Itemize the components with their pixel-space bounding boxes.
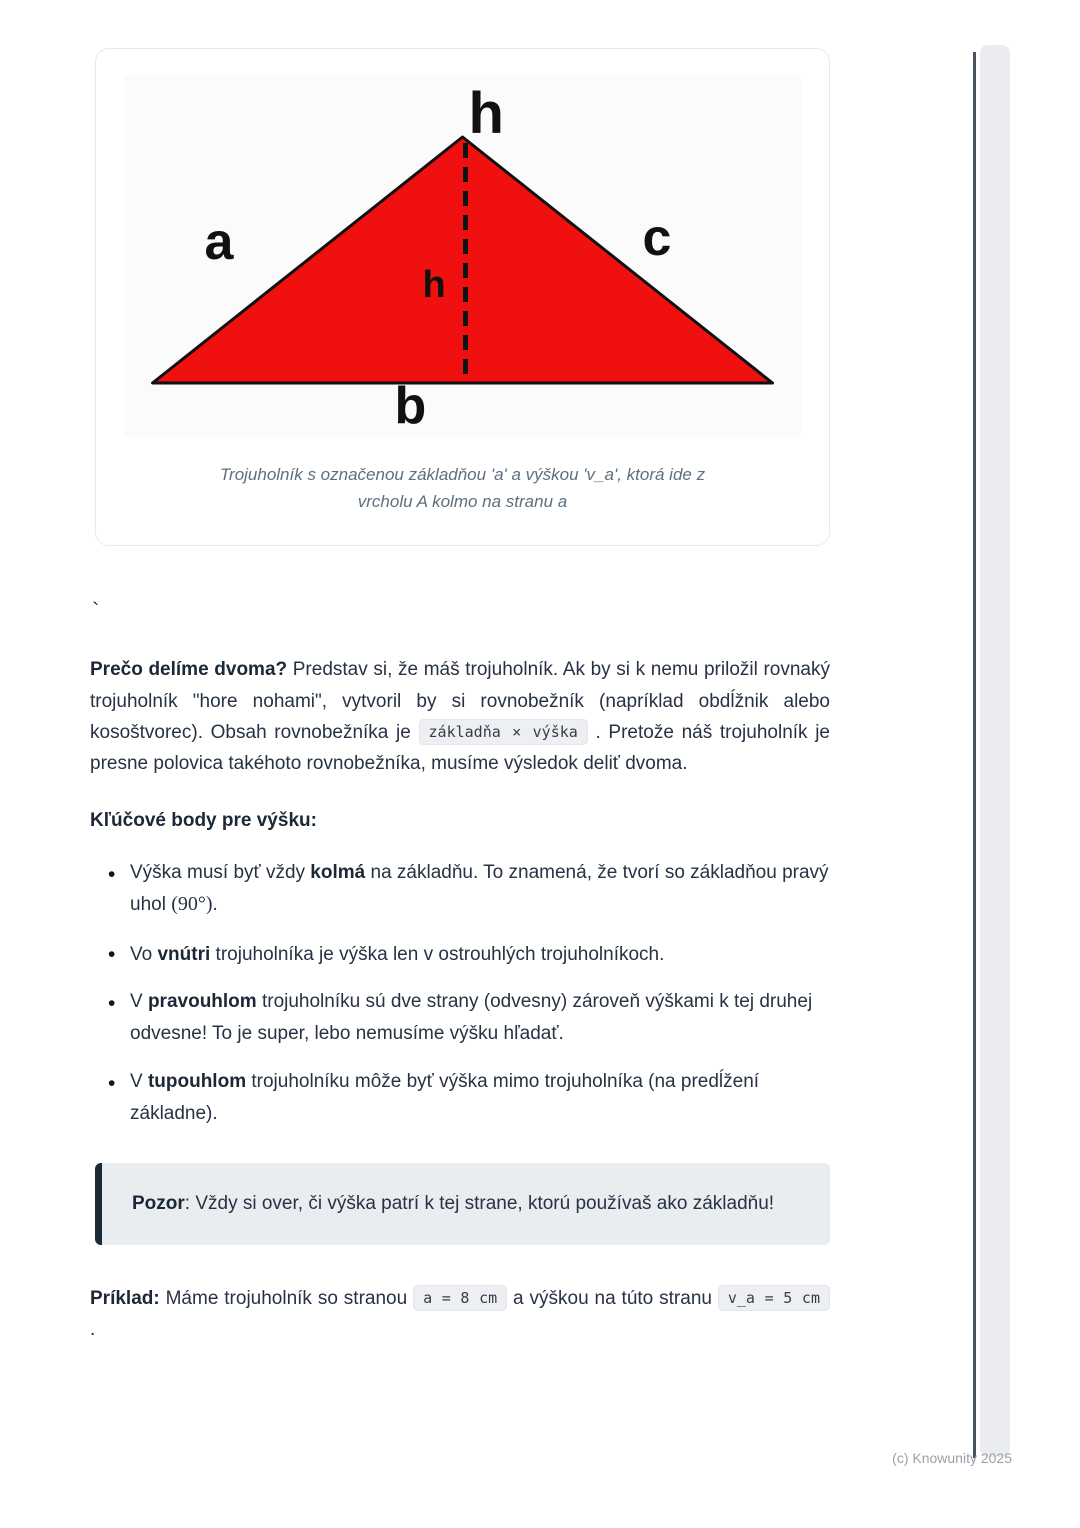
figure-caption (124, 461, 801, 515)
scrollbar-track[interactable] (980, 45, 1010, 1457)
label-height-h: h (422, 264, 446, 306)
callout-lead-bold: Pozor (132, 1193, 185, 1215)
triangle-shape (153, 137, 773, 383)
example-text-3: . (90, 1319, 96, 1341)
bullet-text: trojuholníka je výška len v ostrouhlých trojuholníkoch. (210, 943, 665, 965)
bullet-text: trojuholníku sú dve strany (odvesny) zároveň výškami k tej druhej odvesne! To je super, lebo nemusíme výšku hľadať. (130, 990, 813, 1045)
bullet-text: V (130, 1070, 148, 1092)
copyright-text: (c) Knowunity 2025 (892, 1450, 1012, 1466)
scrollbar-thumb-line[interactable] (973, 52, 976, 1458)
example-lead-bold: Príklad: (90, 1287, 160, 1309)
stray-backtick: ` (92, 598, 100, 624)
triangle-svg (124, 75, 801, 437)
why-text-1: Predstav si, že máš trojuholník. Ak by si k nemu priložil rovnaký trojuholník "hore nohami", vytvoril by si rovnobežník (napríklad obdĺžnik alebo kosoštvorec). Obsah rovnobežníka je (90, 659, 830, 744)
bullet-bold: kolmá (310, 861, 366, 883)
callout-body: : Vždy si over, či výška patrí k tej strane, ktorú používaš ako základňu! (184, 1193, 775, 1215)
caption-line-1: Trojuholník s označenou základňou 'a' a výškou 'v_a', ktorá ide z (219, 465, 706, 484)
list-item (130, 938, 830, 970)
label-side-a: a (204, 213, 234, 271)
key-points-list (90, 858, 830, 1130)
example-text-2: a výškou na túto stranu (507, 1287, 718, 1309)
content-column (90, 48, 830, 1346)
bullet-bold: tupouhlom (147, 1070, 247, 1092)
bullet-text: Vo (130, 943, 158, 965)
bullet-math: (90°) (171, 893, 213, 916)
list-item (130, 987, 830, 1050)
bullet-text: na základňu. To znamená, že tvorí so základňou pravý uhol (130, 861, 829, 916)
why-text-2: . Pretože náš trojuholník je presne polovica takéhoto rovnobežníka, musíme výsledok deliť dvoma. (90, 722, 830, 775)
label-base-b: b (394, 377, 427, 435)
figure-card (95, 48, 830, 546)
bullet-text: trojuholníku môže byť výška mimo trojuholníka (na predĺžení základne). (130, 1070, 760, 1125)
caption-line-2: vrcholu A kolmo na stranu a (357, 492, 568, 512)
callout-text (132, 1193, 774, 1214)
why-paragraph (90, 654, 830, 779)
list-item (130, 1067, 830, 1130)
why-lead-bold: Prečo delíme dvoma? (90, 659, 288, 681)
bullet-text: V (130, 990, 148, 1012)
bullet-bold: pravouhlom (147, 990, 257, 1012)
label-apex-h: h (468, 81, 504, 146)
key-points-heading: Kľúčové body pre výšku: (90, 809, 317, 831)
label-side-c: c (642, 209, 672, 267)
callout-box (95, 1163, 830, 1244)
example-text-1: Máme trojuholník so stranou (159, 1287, 414, 1309)
bullet-bold: vnútri (157, 943, 211, 965)
inline-code-formula: základňa × výška (419, 719, 588, 745)
list-item (130, 858, 830, 921)
bullet-text: . (212, 894, 218, 916)
bullet-text: Výška musí byť vždy (130, 861, 311, 883)
example-paragraph (90, 1283, 830, 1346)
inline-code-height-va: v_a = 5 cm (718, 1285, 830, 1311)
inline-code-side-a: a = 8 cm (413, 1285, 507, 1311)
triangle-image (124, 75, 801, 437)
